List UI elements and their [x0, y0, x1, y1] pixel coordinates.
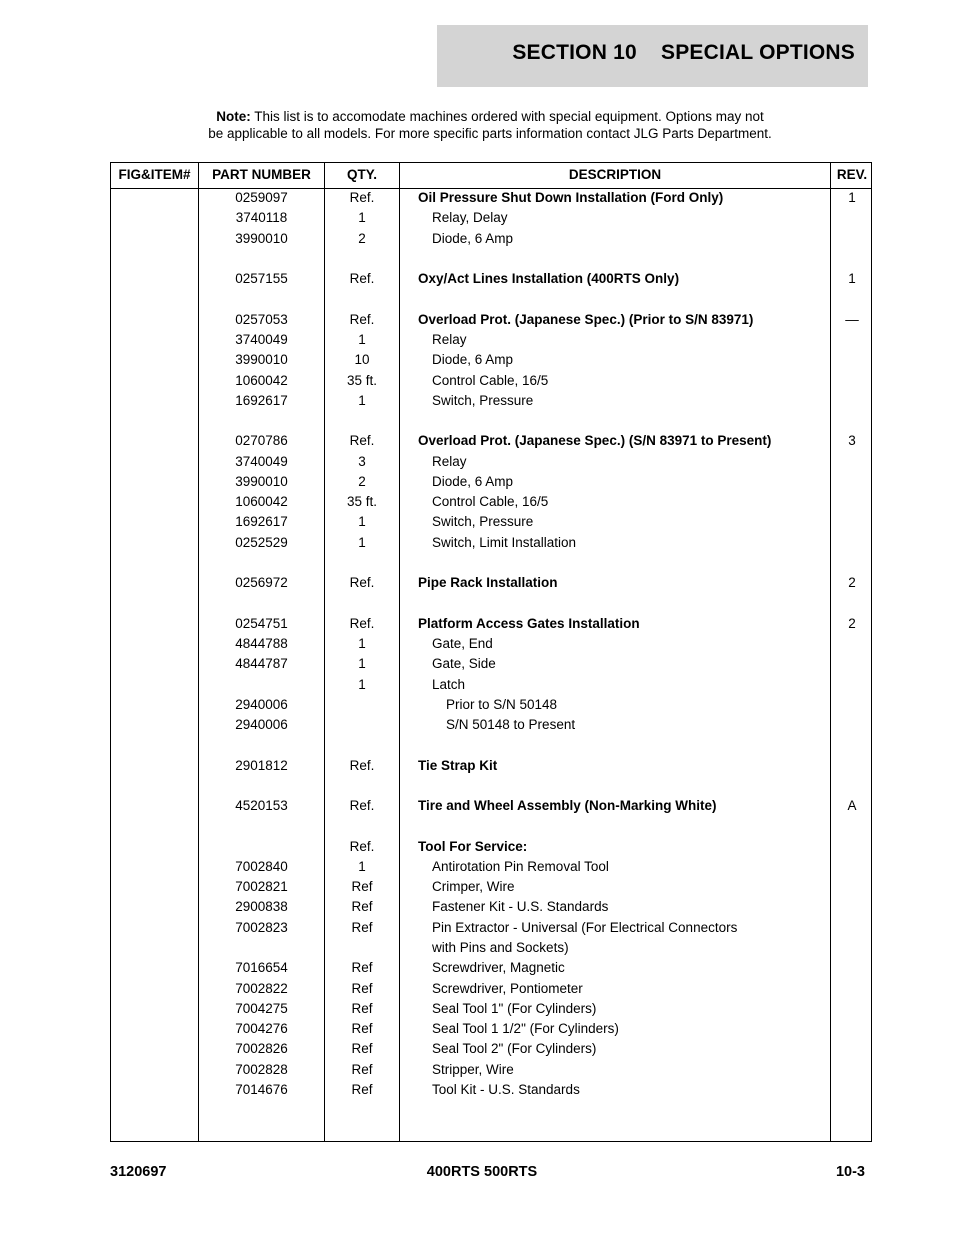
description-cell: Diode, 6 Amp — [432, 231, 514, 246]
part-number-cell: 0257155 — [235, 271, 288, 286]
qty-cell: 35 ft. — [346, 373, 378, 388]
rev-cell: 2 — [848, 616, 856, 631]
part-number-cell: 4844787 — [235, 656, 288, 671]
description-cell: Crimper, Wire — [432, 879, 515, 894]
part-number-cell: 4844788 — [235, 636, 288, 651]
part-number-cell: 7002821 — [235, 879, 288, 894]
table-row — [111, 999, 871, 1019]
description-cell: Control Cable, 16/5 — [432, 373, 549, 388]
qty-cell: Ref — [351, 920, 373, 935]
qty-cell: 2 — [358, 474, 366, 489]
table-row — [111, 918, 871, 938]
note-line-1 — [150, 108, 830, 125]
table-row — [111, 371, 871, 391]
header-qty: QTY. — [346, 167, 377, 182]
description-cell: Diode, 6 Amp — [432, 352, 514, 367]
table-row — [111, 938, 871, 958]
table-row — [111, 614, 871, 634]
part-number-cell: 1692617 — [235, 514, 288, 529]
description-cell: with Pins and Sockets) — [432, 940, 569, 955]
qty-cell: Ref — [351, 960, 373, 975]
table-row — [111, 512, 871, 532]
part-number-cell: 3740049 — [235, 454, 288, 469]
qty-cell: 1 — [358, 535, 366, 550]
part-number-cell: 0256972 — [235, 575, 288, 590]
part-number-cell: 0270786 — [235, 433, 288, 448]
rev-cell: A — [847, 798, 857, 813]
part-number-cell: 2940006 — [235, 697, 288, 712]
note — [150, 108, 830, 142]
part-number-cell: 2940006 — [235, 717, 288, 732]
description-cell: Platform Access Gates Installation — [418, 616, 640, 631]
part-number-cell: 4520153 — [235, 798, 288, 813]
description-cell: S/N 50148 to Present — [446, 717, 576, 732]
qty-cell: Ref. — [349, 312, 375, 327]
table-row — [111, 330, 871, 350]
qty-cell: Ref — [351, 981, 373, 996]
part-number-cell: 1060042 — [235, 494, 288, 509]
description-cell: Antirotation Pin Removal Tool — [432, 859, 609, 874]
part-number-cell: 1692617 — [235, 393, 288, 408]
table-row — [111, 837, 871, 857]
part-number-cell: 7002840 — [235, 859, 288, 874]
table-row — [111, 269, 871, 289]
qty-cell: 1 — [358, 859, 366, 874]
part-number-cell: 7002823 — [235, 920, 288, 935]
qty-cell: Ref. — [349, 758, 375, 773]
section-header — [437, 25, 868, 87]
part-number-cell: 0257053 — [235, 312, 288, 327]
qty-cell: Ref — [351, 879, 373, 894]
qty-cell: Ref. — [349, 190, 375, 205]
footer-page-number: 10-3 — [835, 1164, 865, 1180]
part-number-cell: 3990010 — [235, 352, 288, 367]
table-row — [111, 897, 871, 917]
part-number-cell: 1060042 — [235, 373, 288, 388]
description-cell: Prior to S/N 50148 — [446, 697, 558, 712]
qty-cell: Ref. — [349, 616, 375, 631]
description-cell: Gate, End — [432, 636, 493, 651]
description-cell: Pipe Rack Installation — [418, 575, 558, 590]
part-number-cell: 7014676 — [235, 1082, 288, 1097]
qty-cell: Ref — [351, 899, 373, 914]
description-cell: Overload Prot. (Japanese Spec.) (Prior to S/N 83971) — [418, 312, 754, 327]
description-cell: Switch, Limit Installation — [432, 535, 577, 550]
table-row — [111, 958, 871, 978]
table-row — [111, 208, 871, 228]
table-row — [111, 431, 871, 451]
part-number-cell: 0259097 — [235, 190, 288, 205]
table-row — [111, 877, 871, 897]
header-description: DESCRIPTION — [568, 167, 662, 182]
table-row — [111, 756, 871, 776]
description-cell: Fastener Kit - U.S. Standards — [432, 899, 609, 914]
header-part-number: PART NUMBER — [212, 167, 311, 182]
qty-cell: 1 — [358, 514, 366, 529]
description-cell: Seal Tool 1 1/2" (For Cylinders) — [432, 1021, 619, 1036]
rev-cell: 1 — [848, 271, 856, 286]
part-number-cell: 7002822 — [235, 981, 288, 996]
header-fig-item: FIG&ITEM# — [118, 167, 191, 182]
table-row — [111, 533, 871, 553]
parts-table — [110, 162, 872, 1142]
qty-cell: Ref. — [349, 271, 375, 286]
table-row — [111, 452, 871, 472]
description-cell: Control Cable, 16/5 — [432, 494, 549, 509]
qty-cell: 10 — [354, 352, 370, 367]
table-row — [111, 573, 871, 593]
table-row — [111, 1080, 871, 1100]
part-number-cell: 3740118 — [235, 210, 288, 225]
description-cell: Tool For Service: — [418, 839, 528, 854]
description-cell: Stripper, Wire — [432, 1062, 514, 1077]
table-row — [111, 695, 871, 715]
description-cell: Diode, 6 Amp — [432, 474, 514, 489]
table-row — [111, 1019, 871, 1039]
part-number-cell: 3990010 — [235, 231, 288, 246]
description-cell: Relay — [432, 454, 467, 469]
table-row — [111, 1039, 871, 1059]
part-number-cell: 7004276 — [235, 1021, 288, 1036]
description-cell: Latch — [432, 677, 466, 692]
rev-cell: 3 — [848, 433, 856, 448]
description-cell: Relay — [432, 332, 467, 347]
part-number-cell: 2900838 — [235, 899, 288, 914]
qty-cell: 35 ft. — [346, 494, 378, 509]
qty-cell: Ref. — [349, 839, 375, 854]
note-line-2: be applicable to all models. For more specific parts information contact JLG Parts Department. — [208, 126, 772, 141]
description-cell: Seal Tool 2" (For Cylinders) — [432, 1041, 597, 1056]
qty-cell: 1 — [358, 636, 366, 651]
qty-cell: 1 — [358, 332, 366, 347]
description-cell: Switch, Pressure — [432, 393, 534, 408]
part-number-cell: 7002828 — [235, 1062, 288, 1077]
table-row — [111, 350, 871, 370]
description-cell: Tool Kit - U.S. Standards — [432, 1082, 580, 1097]
rev-cell: 1 — [848, 190, 856, 205]
description-cell: Seal Tool 1" (For Cylinders) — [432, 1001, 597, 1016]
rev-cell: — — [845, 312, 859, 327]
qty-cell: Ref. — [349, 798, 375, 813]
qty-cell: Ref — [351, 1041, 373, 1056]
description-cell: Screwdriver, Pontiometer — [432, 981, 583, 996]
qty-cell: Ref — [351, 1001, 373, 1016]
qty-cell: 1 — [358, 677, 366, 692]
description-cell: Relay, Delay — [432, 210, 508, 225]
description-cell: Screwdriver, Magnetic — [432, 960, 565, 975]
rev-cell: 2 — [848, 575, 856, 590]
description-cell: Oxy/Act Lines Installation (400RTS Only) — [418, 271, 680, 286]
description-cell: Overload Prot. (Japanese Spec.) (S/N 83971 to Present) — [418, 433, 772, 448]
table-row — [111, 857, 871, 877]
footer-doc-number: 3120697 — [110, 1164, 167, 1180]
note-text-1: This list is to accomodate machines ordered with special equipment. Options may not — [250, 109, 764, 124]
table-row — [111, 492, 871, 512]
table-row — [111, 715, 871, 735]
section-title: SECTION 10 SPECIAL OPTIONS — [512, 41, 855, 64]
qty-cell: Ref. — [349, 433, 375, 448]
footer-model: 400RTS 500RTS — [426, 1164, 538, 1180]
description-cell: Pin Extractor - Universal (For Electrical Connectors — [432, 920, 738, 935]
qty-cell: 1 — [358, 210, 366, 225]
header-rev: REV. — [836, 167, 868, 182]
description-cell: Oil Pressure Shut Down Installation (Ford Only) — [418, 190, 724, 205]
description-cell: Tie Strap Kit — [418, 758, 498, 773]
qty-cell: Ref — [351, 1062, 373, 1077]
qty-cell: 2 — [358, 231, 366, 246]
table-row — [111, 472, 871, 492]
qty-cell: Ref — [351, 1082, 373, 1097]
qty-cell: 1 — [358, 656, 366, 671]
part-number-cell: 7002826 — [235, 1041, 288, 1056]
table-row — [111, 391, 871, 411]
description-cell: Gate, Side — [432, 656, 496, 671]
qty-cell: 3 — [358, 454, 366, 469]
part-number-cell: 0252529 — [235, 535, 288, 550]
part-number-cell: 0254751 — [235, 616, 288, 631]
table-row — [111, 654, 871, 674]
table-row — [111, 796, 871, 816]
table-row — [111, 188, 871, 208]
part-number-cell: 7004275 — [235, 1001, 288, 1016]
table-row — [111, 675, 871, 695]
part-number-cell: 7016654 — [235, 960, 288, 975]
description-cell: Tire and Wheel Assembly (Non-Marking White) — [418, 798, 717, 813]
table-row — [111, 229, 871, 249]
table-row — [111, 979, 871, 999]
qty-cell: Ref. — [349, 575, 375, 590]
note-label: Note: — [216, 109, 251, 124]
qty-cell: Ref — [351, 1021, 373, 1036]
table-row — [111, 310, 871, 330]
part-number-cell: 2901812 — [235, 758, 288, 773]
qty-cell: 1 — [358, 393, 366, 408]
description-cell: Switch, Pressure — [432, 514, 534, 529]
part-number-cell: 3990010 — [235, 474, 288, 489]
part-number-cell: 3740049 — [235, 332, 288, 347]
table-row — [111, 634, 871, 654]
table-row — [111, 1060, 871, 1080]
